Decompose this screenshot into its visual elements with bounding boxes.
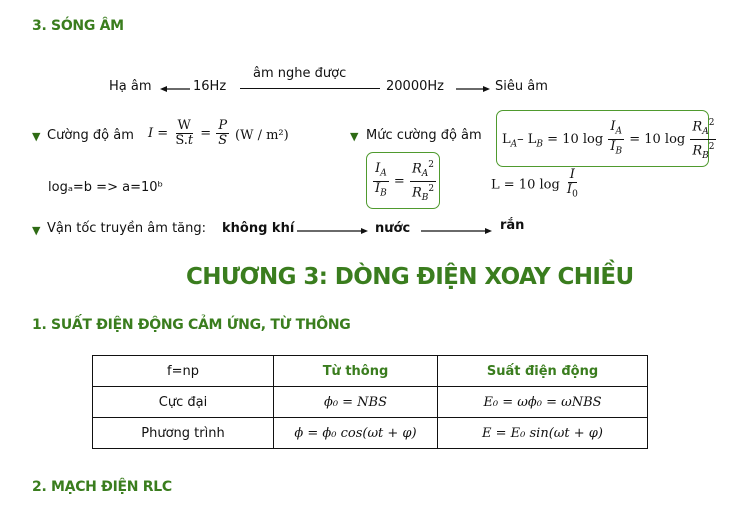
intensity-label: Cường độ âm <box>47 128 134 143</box>
emf-equation: E = E₀ sin(ωt + φ) <box>438 418 648 449</box>
level-difference-formula: $L_A-$ $L_B = 10$ log $\frac{I_A}{I_B}$ = 10 log $\frac{R_A^2}{R_B^2}$ <box>502 118 715 161</box>
speed-label: Vận tốc truyền âm tăng: <box>47 221 207 236</box>
ultrasound-label: Siêu âm <box>495 79 548 94</box>
intensity-formula: I = $\frac{W}{S.t}$ = $\frac{P}{S}$ <box>148 118 228 148</box>
chapter-title: CHƯƠNG 3: DÒNG ĐIỆN XOAY CHIỀU <box>186 264 634 290</box>
row-label: Cực đại <box>93 387 274 418</box>
max-flux-formula: ϕ₀ = NBS <box>274 387 438 418</box>
section-title-emf-flux: 1. SUẤT ĐIỆN ĐỘNG CẢM ỨNG, TỪ THÔNG <box>32 317 351 333</box>
table-row <box>93 418 648 449</box>
low-frequency-value: 16Hz <box>193 79 227 94</box>
arrow-left-icon <box>160 86 190 94</box>
audible-label: âm nghe được <box>253 66 347 81</box>
arrow-right-icon <box>421 228 493 236</box>
section-title-song-am: 3. SÓNG ÂM <box>32 18 124 34</box>
max-emf-formula: E₀ = ωϕ₀ = ωNBS <box>438 387 648 418</box>
header-emf: Suất điện động <box>438 356 648 387</box>
header-frequency: f=np <box>93 356 274 387</box>
medium-water: nước <box>375 221 411 236</box>
medium-solid: rắn <box>500 218 525 233</box>
arrow-right-icon <box>456 86 490 94</box>
infrasound-label: Hạ âm <box>109 79 152 94</box>
table-header-row <box>93 356 648 387</box>
arrow-right-icon <box>297 228 369 236</box>
high-frequency-value: 20000Hz <box>386 79 444 94</box>
level-const: 10 <box>518 177 536 193</box>
medium-air: không khí <box>222 221 295 236</box>
flux-equation: ϕ = ϕ₀ cos(ωt + φ) <box>274 418 438 449</box>
bullet-triangle-icon: ▼ <box>350 130 359 143</box>
intensity-level-label: Mức cường độ âm <box>366 128 482 143</box>
log-rule: logₐ=b => a=10ᵇ <box>48 180 164 195</box>
audible-range-line <box>240 88 380 89</box>
row-label: Phương trình <box>93 418 274 449</box>
table-row <box>93 387 648 418</box>
intensity-level-formula: L = 10 log $\frac{I}{I_0}$ <box>491 167 578 200</box>
flux-emf-table <box>92 355 648 449</box>
bullet-triangle-icon: ▼ <box>32 224 41 237</box>
intensity-unit: (W / m²) <box>235 128 289 143</box>
header-flux: Từ thông <box>274 356 438 387</box>
section-title-rlc: 2. MẠCH ĐIỆN RLC <box>32 479 172 495</box>
bullet-triangle-icon: ▼ <box>32 130 41 143</box>
intensity-ratio-formula: $\frac{I_A}{I_B}$ = $\frac{R_A^2}{R_B^2}$ <box>375 160 435 203</box>
